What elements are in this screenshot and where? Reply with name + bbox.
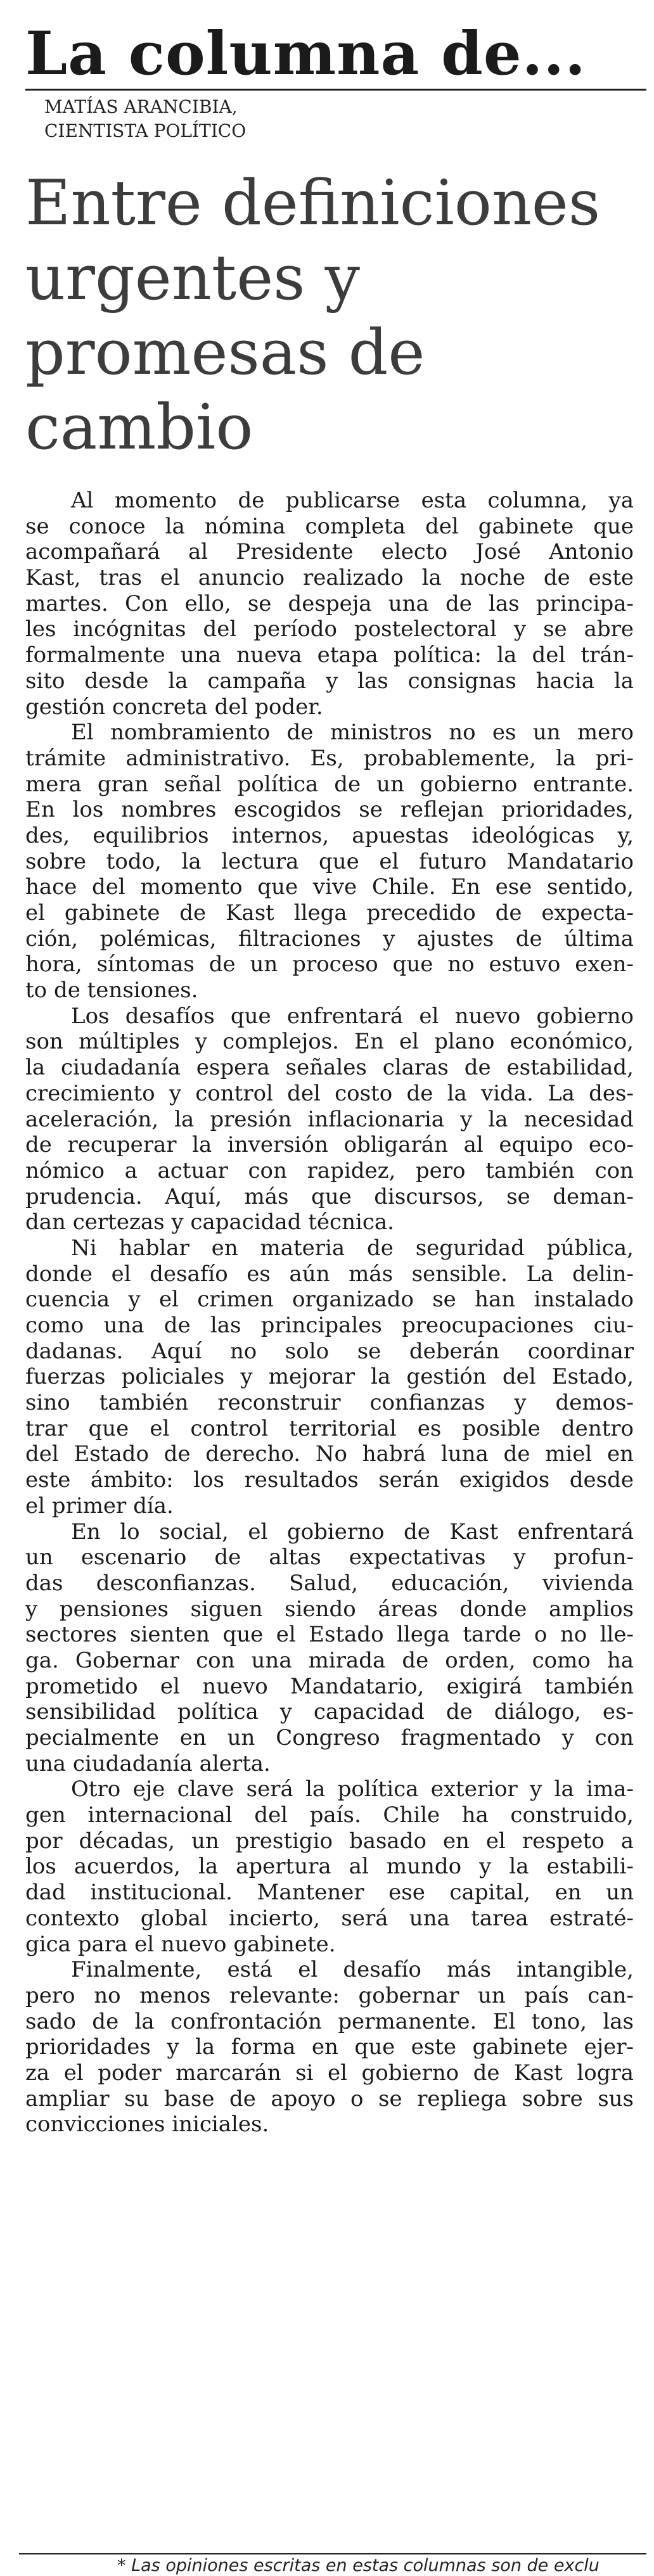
paragraph-line: los acuerdos, la apertura al mundo y la estabili-: [25, 1854, 634, 1880]
article-paragraph: [25, 1957, 634, 2138]
paragraph-line: un escenario de altas expectativas y profun-: [25, 1545, 634, 1571]
paragraph-line: este ámbito: los resultados serán exigidos desde: [25, 1467, 634, 1493]
paragraph-line: prometido el nuevo Mandatario, exigirá también: [25, 1673, 634, 1699]
paragraph-line: acompañará al Presidente electo José Antonio: [25, 539, 634, 565]
paragraph-line: de recuperar la inversión obligarán al equipo eco-: [25, 1132, 634, 1158]
paragraph-line: Al momento de publicarse esta columna, ya: [71, 488, 634, 513]
paragraph-line: prudencia. Aquí, más que discursos, se deman-: [25, 1183, 634, 1209]
paragraph-line: sensibilidad política y capacidad de diálogo, es-: [25, 1699, 634, 1725]
paragraph-line: trar que el control territorial es posible dentro: [25, 1415, 634, 1441]
paragraph-line: Kast, tras el anuncio realizado la noche de este: [25, 565, 634, 591]
article-paragraph: [25, 488, 634, 720]
paragraph-line: la ciudadanía espera señales claras de estabilidad,: [25, 1055, 634, 1081]
column-title: La columna de...: [25, 19, 586, 89]
paragraph-line: pero no menos relevante: gobernar un país can-: [25, 1982, 634, 2008]
paragraph-line: Otro eje clave será la política exterior y la ima-: [71, 1776, 634, 1802]
paragraph-line: el primer día.: [25, 1493, 174, 1519]
paragraph-line: y pensiones siguen siendo áreas donde amplios: [25, 1596, 634, 1622]
paragraph-line: El nombramiento de ministros no es un mero: [71, 720, 634, 746]
paragraph-line: sado de la confrontación permanente. El tono, las: [25, 2008, 634, 2034]
article-paragraph: [25, 1776, 634, 1957]
paragraph-line: fuerzas policiales y mejorar la gestión del Estado,: [25, 1364, 634, 1390]
paragraph-line: trámite administrativo. Es, probablemente, la pri-: [25, 745, 634, 771]
paragraph-line: por décadas, un prestigio basado en el respeto a: [25, 1828, 634, 1854]
article-body: [25, 488, 634, 2138]
header-divider: [25, 89, 646, 91]
paragraph-line: Ni hablar en materia de seguridad pública,: [71, 1235, 634, 1261]
paragraph-line: prioridades y la forma en que este gabinete ejer-: [25, 2034, 634, 2060]
paragraph-line: sito desde la campaña y las consignas hacia la: [25, 668, 634, 694]
paragraph-line: gen internacional del país. Chile ha construido,: [25, 1802, 634, 1828]
paragraph-line: gestión concreta del poder.: [25, 694, 323, 720]
paragraph-line: dan certezas y capacidad técnica.: [25, 1209, 394, 1235]
paragraph-line: gica para el nuevo gabinete.: [25, 1931, 336, 1957]
paragraph-line: se conoce la nómina completa del gabinete que: [25, 513, 634, 539]
paragraph-line: sobre todo, la lectura que el futuro Mandatario: [25, 848, 634, 874]
headline-line: urgentes y: [25, 242, 360, 314]
article-paragraph: [25, 720, 634, 1004]
paragraph-line: sino también reconstruir confianzas y demos-: [25, 1390, 634, 1416]
paragraph-line: mera gran señal política de un gobierno entrante.: [25, 771, 634, 797]
headline-line: cambio: [25, 392, 253, 464]
author-name: MATÍAS ARANCIBIA,: [44, 96, 238, 117]
paragraph-line: ción, polémicas, filtraciones y ajustes de última: [25, 926, 634, 952]
paragraph-line: des, equilibrios internos, apuestas ideológicas y,: [25, 822, 634, 848]
paragraph-line: En los nombres escogidos se reflejan prioridades,: [25, 797, 634, 823]
paragraph-line: dadanas. Aquí no solo se deberán coordinar: [25, 1338, 634, 1364]
paragraph-line: Finalmente, está el desafío más intangible,: [71, 1957, 634, 1983]
paragraph-line: to de tensiones.: [25, 978, 198, 1004]
paragraph-line: Los desafíos que enfrentará el nuevo gobierno: [71, 1003, 634, 1029]
headline-line: Entre definiciones: [25, 167, 601, 239]
paragraph-line: pecialmente en un Congreso fragmentado y con: [25, 1725, 634, 1750]
footer-divider: [19, 2553, 646, 2554]
paragraph-line: del Estado de derecho. No habrá luna de miel en: [25, 1441, 634, 1467]
paragraph-line: donde el desafío es aún más sensible. La delin-: [25, 1261, 634, 1287]
paragraph-line: les incógnitas del período postelectoral y se abre: [25, 616, 634, 642]
paragraph-line: das desconfianzas. Salud, educación, vivienda: [25, 1570, 634, 1596]
paragraph-line: En lo social, el gobierno de Kast enfrentará: [71, 1519, 634, 1545]
paragraph-line: son múltiples y complejos. En el plano económico,: [25, 1029, 634, 1055]
paragraph-line: dad institucional. Mantener ese capital, en un: [25, 1880, 634, 1906]
paragraph-line: formalmente una nueva etapa política: la del trán-: [25, 642, 634, 668]
article-headline: [25, 166, 634, 465]
paragraph-line: una ciudadanía alerta.: [25, 1750, 271, 1776]
paragraph-line: el gabinete de Kast llega precedido de expecta-: [25, 900, 634, 926]
paragraph-line: crecimiento y control del costo de la vida. La des-: [25, 1080, 634, 1106]
paragraph-line: ga. Gobernar con una mirada de orden, como ha: [25, 1647, 634, 1673]
paragraph-line: contexto global incierto, será una tarea estraté-: [25, 1905, 634, 1931]
paragraph-line: hace del momento que vive Chile. En ese sentido,: [25, 874, 634, 900]
article-paragraph: [25, 1235, 634, 1519]
paragraph-line: sectores sienten que el Estado llega tarde o no lle-: [25, 1622, 634, 1648]
article-paragraph: [25, 1519, 634, 1777]
paragraph-line: ampliar su base de apoyo o se repliega sobre sus: [25, 2086, 634, 2112]
paragraph-line: martes. Con ello, se despeja una de las principa-: [25, 590, 634, 616]
paragraph-line: convicciones iniciales.: [25, 2112, 269, 2138]
headline-line: promesas de: [25, 317, 425, 389]
paragraph-line: como una de las principales preocupaciones ciu-: [25, 1313, 634, 1338]
paragraph-line: cuencia y el crimen organizado se han instalado: [25, 1287, 634, 1313]
disclaimer-footnote: * Las opiniones escritas en estas columnas son de exclu: [117, 2556, 600, 2575]
byline: [44, 95, 488, 143]
paragraph-line: nómico a actuar con rapidez, pero también con: [25, 1157, 634, 1183]
paragraph-line: hora, síntomas de un proceso que no estuvo exen-: [25, 952, 634, 978]
article-paragraph: [25, 1004, 634, 1235]
paragraph-line: za el poder marcarán si el gobierno de Kast logra: [25, 2060, 634, 2086]
paragraph-line: aceleración, la presión inflacionaria y la necesidad: [25, 1106, 634, 1132]
author-role: CIENTISTA POLÍTICO: [44, 120, 247, 141]
